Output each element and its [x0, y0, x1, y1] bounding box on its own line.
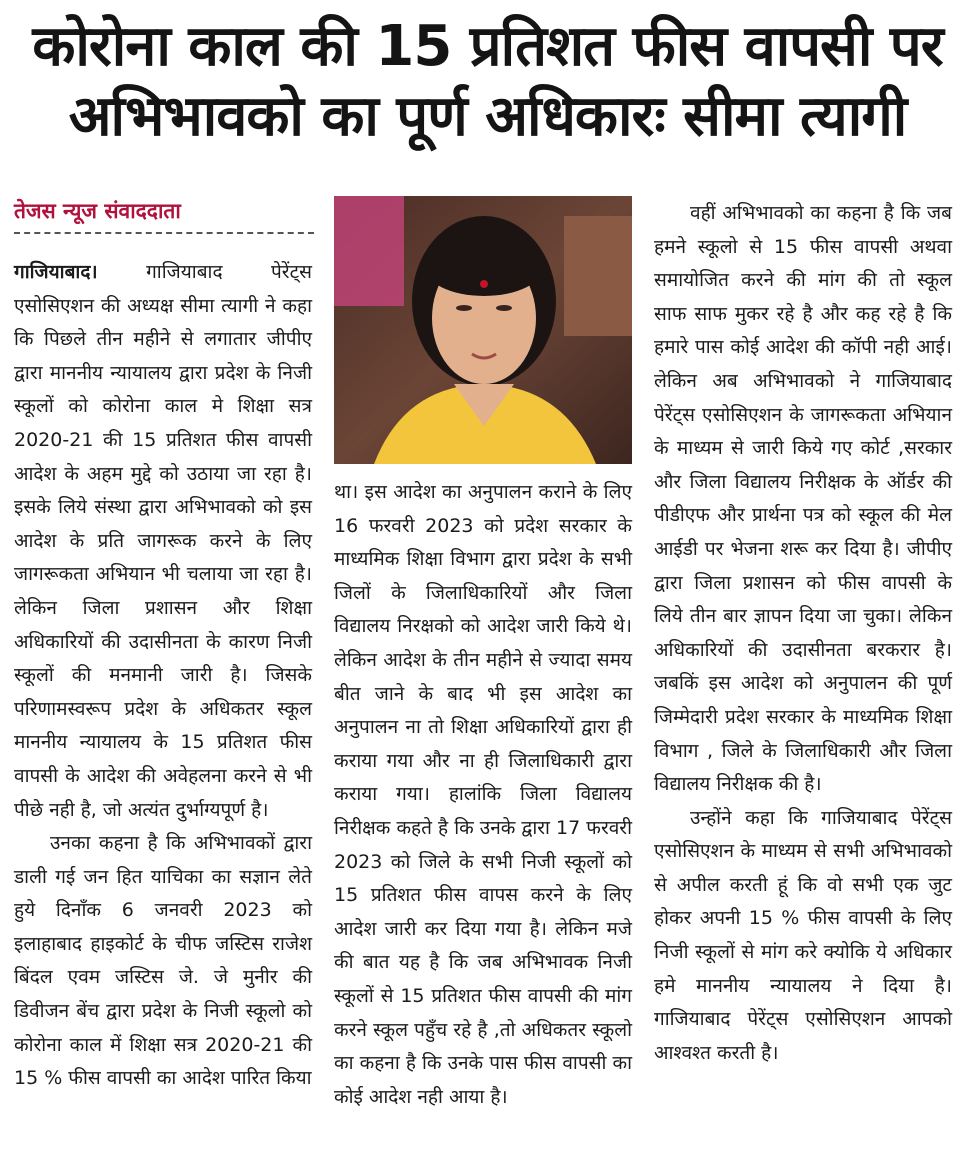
byline-divider: [14, 232, 314, 234]
headline-line-1: कोरोना काल की 15 प्रतिशत फीस वापसी पर: [32, 14, 943, 79]
article-paragraph-5: उन्होंने कहा कि गाजियाबाद पेरेंट्स एसोसिएशन के माध्यम से सभी अभिभावको से अपील करती हूं कि वो सभी एक जुट होकर अपनी 15 % फीस वापसी के लिए निजी स्कूलों से मांग करे क्योकि ये अधिकार हमे माननीय न्यायालय ने दिया है। गाजियाबाद पेरेंट्स एसोसिएशन आपको आश्वश्त करती है।: [654, 806, 952, 1064]
article-column-1: [14, 256, 312, 1096]
article-column-2: [334, 476, 632, 1114]
article-paragraph-1: [14, 256, 312, 827]
portrait-icon: [334, 196, 632, 464]
paragraph-1-text: गाजियाबाद पेरेंट्स एसोसिएशन की अध्यक्ष सीमा त्यागी ने कहा कि पिछले तीन महीने से लगातार जीपीए द्वारा माननीय न्यायालय द्वारा प्रदेश के निजी स्कूलों को कोरोना काल मे शिक्षा सत्र 2020-21 की 15 प्रतिशत फीस वापसी आदेश के अहम मुद्दे को उठाया जा रहा है। इसके लिये संस्था द्वारा अभिभावको को इस आदेश के प्रति जागरूक करने के लिए जागरूकता अभियान भी चलाया जा रहा है। लेकिन जिला प्रशासन और शिक्षा अधिकारियों की उदासीनता के कारण निजी स्कूलों की मनमानी जारी है। जिसके परिणामस्वरूप प्रदेश के अधिकतर स्कूल माननीय न्यायालय के 15 प्रतिशत फीस वापसी के आदेश की अवेहलना करने से भी पीछे नही है, जो अत्यंत दुर्भाग्यपूर्ण है।: [14, 261, 312, 821]
article-paragraph-3: था। इस आदेश का अनुपालन कराने के लिए 16 फरवरी 2023 को प्रदेश सरकार के माध्यमिक शिक्षा विभाग द्वारा प्रदेश के सभी जिलों के जिलाधिकारियों और जिला विद्यालय निरक्षको को आदेश जारी किये थे।लेकिन आदेश के तीन महीने से ज्यादा समय बीत जाने के बाद भी इस आदेश का अनुपालन ना तो शिक्षा अधिकारियों द्वारा ही कराया गया और ना ही जिलाधिकारी द्वारा कराया गया। हालांकि जिला विद्यालय निरीक्षक कहते है कि उनके द्वारा 17 फरवरी 2023 को जिले के सभी निजी स्कूलों को 15 प्रतिशत फीस वापस करने के लिए आदेश जारी कर दिया गया है। लेकिन मजे की बात यह है कि जब अभिभावक निजी स्कूलों से 15 प्रतिशत फीस वापसी की मांग करने स्कूल पहुँच रहे है ,तो अधिकतर स्कूलो का कहना है कि उनके पास फीस वापसी का कोई आदेश नही आया है।: [334, 481, 632, 1108]
headline: [10, 14, 965, 150]
article-column-3: [654, 197, 952, 1070]
article-paragraph-4: वहीं अभिभावको का कहना है कि जब हमने स्कूलो से 15 फीस वापसी अथवा समायोजित करने की मांग की तो स्कूल साफ साफ मुकर रहे है और कह रहे है कि हमारे पास कोई आदेश की कॉपी नही आई।लेकिन अब अभिभावको ने गाजियाबाद पेरेंट्स एसोसिएशन के जागरूकता अभियान के माध्यम से जारी किये गए कोर्ट ,सरकार और जिला विद्यालय निरीक्षक के ऑर्डर की पीडीएफ और प्रार्थना पत्र को स्कूल की मेल आईडी पर भेजना शरू कर दिया है। जीपीए द्वारा जिला प्रशासन को फीस वापसी के लिये तीन बार ज्ञापन दिया जा चुका। लेकिन अधिकारियों की उदासीनता बरकरार है। जबकिं इस आदेश को अनुपालन की पूर्ण जिम्मेदारी प्रदेश सरकार के माध्यमिक शिक्षा विभाग , जिले के जिलाधिकारी और जिला विद्यालय निरीक्षक की है।: [654, 202, 952, 796]
byline: तेजस न्यूज संवाददाता: [14, 199, 181, 223]
dateline: गाजियाबाद।: [14, 261, 98, 283]
portrait-photo: [334, 196, 632, 464]
article-paragraph-2: उनका कहना है कि अभिभावकों द्वारा डाली गई जन हित याचिका का सज्ञान लेते हुये दिनाँक 6 जनवरी 2023 को इलाहाबाद हाइकोर्ट के चीफ जस्टिस राजेश बिंदल एवम जस्टिस जे. जे मुनीर की डिवीजन बेंच द्वारा प्रदेश के निजी स्कूलो को कोरोना काल में शिक्षा सत्र 2020-21 की 15 % फीस वापसी का आदेश पारित किया: [14, 832, 312, 1090]
headline-line-2: अभिभावको का पूर्ण अधिकारः सीमा त्यागी: [68, 84, 907, 149]
